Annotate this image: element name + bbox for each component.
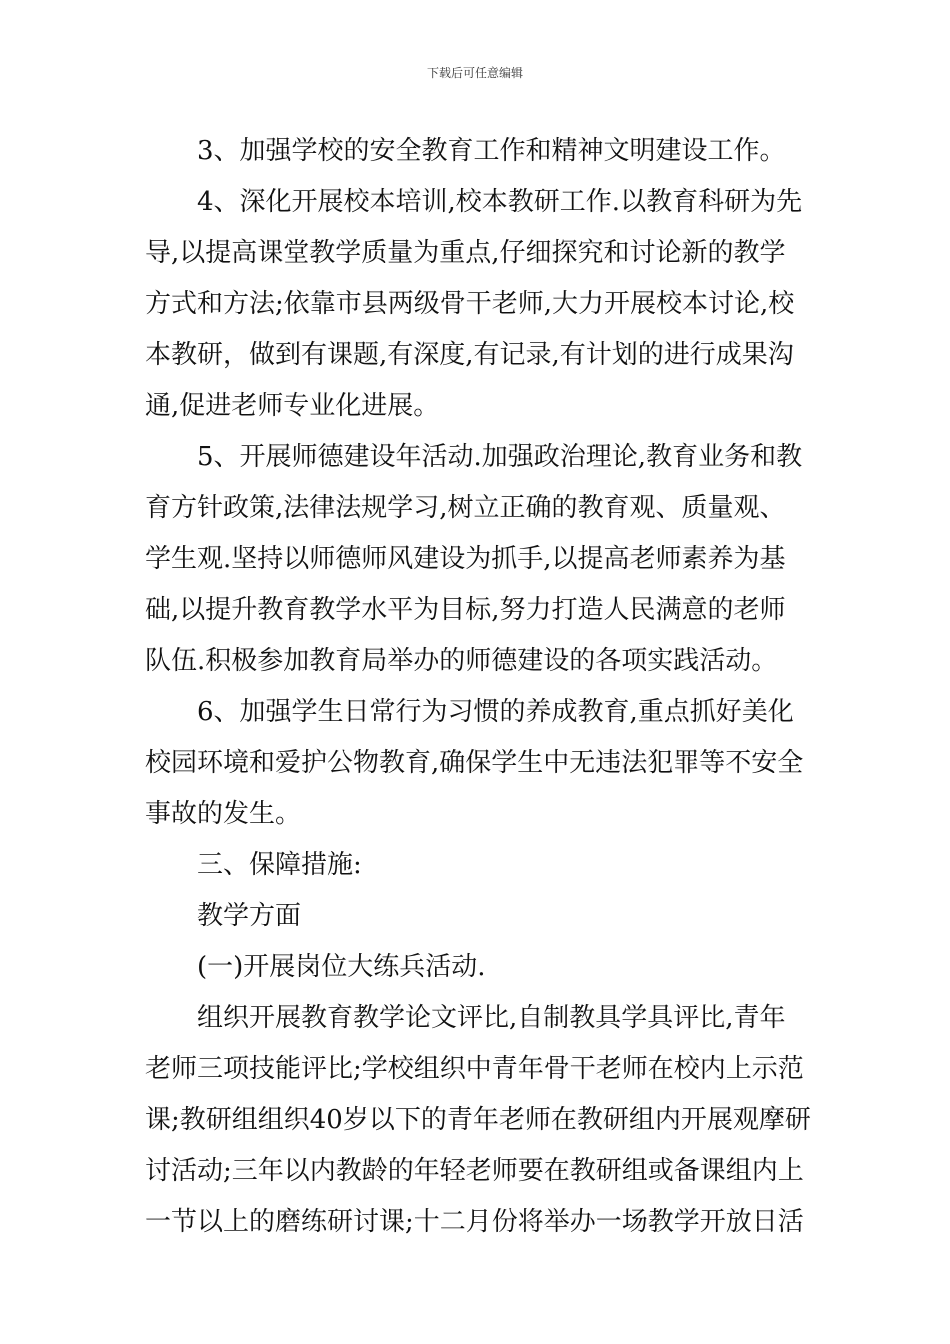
text-line: 学生观.坚持以师德师风建设为抓手,以提高老师素养为基 xyxy=(145,544,786,574)
text-line: 3、加强学校的安全教育工作和精神文明建设工作。 xyxy=(197,136,786,166)
text-line: 事故的发生。 xyxy=(145,799,302,829)
text-line: 队伍.积极参加教育局举办的师德建设的各项实践活动。 xyxy=(145,646,778,676)
subsection-heading: 教学方面 xyxy=(197,901,302,931)
item-heading: (一)开展岗位大练兵活动. xyxy=(197,952,486,982)
text-line: 5、开展师德建设年活动.加强政治理论,教育业务和教 xyxy=(197,442,803,472)
text-line: 础,以提升教育教学水平为目标,努力打造人民满意的老师 xyxy=(145,595,786,625)
text-line: 6、加强学生日常行为习惯的养成教育,重点抓好美化 xyxy=(197,697,794,727)
section-heading: 三、保障措施: xyxy=(197,850,362,880)
text-line: 一节以上的磨练研讨课;十二月份将举办一场教学开放日活 xyxy=(145,1207,804,1237)
text-line: 育方针政策,法律法规学习,树立正确的教育观、质量观、 xyxy=(145,493,786,523)
text-line: 校园环境和爱护公物教育,确保学生中无违法犯罪等不安全 xyxy=(145,748,804,778)
page-header: 下载后可任意编辑 xyxy=(426,66,523,80)
text-line: 4、深化开展校本培训,校本教研工作.以教育科研为先 xyxy=(197,187,803,217)
text-line: 课;教研组组织40岁以下的青年老师在教研组内开展观摩研 xyxy=(145,1105,811,1135)
text-line: 老师三项技能评比;学校组织中青年骨干老师在校内上示范 xyxy=(145,1054,804,1084)
text-line: 通,促进老师专业化进展。 xyxy=(145,391,440,421)
text-line: 组织开展教育教学论文评比,自制教具学具评比,青年 xyxy=(197,1003,786,1033)
text-line: 方式和方法;依靠市县两级骨干老师,大力开展校本讨论,校 xyxy=(145,289,795,319)
text-line: 讨活动;三年以内教龄的年轻老师要在教研组或备课组内上 xyxy=(145,1156,804,1186)
document-body xyxy=(145,126,815,1248)
text-line: 导,以提高课堂教学质量为重点,仔细探究和讨论新的教学 xyxy=(145,238,786,268)
text-line: 本教研，做到有课题,有深度,有记录,有计划的进行成果沟 xyxy=(145,340,794,370)
